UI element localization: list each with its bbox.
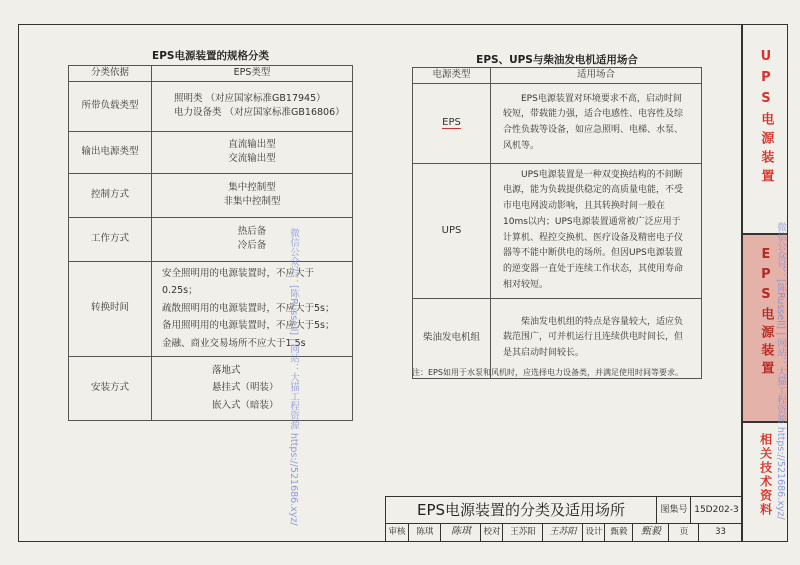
value-line: 备用照明用的电源装置时，不应大于5s； <box>162 320 335 332</box>
watermark-left: 微信公众号：[陈Russell] | 网站：大猫工程资源 https://521686.xyz/ <box>288 228 299 526</box>
atlas-label: 图集号 <box>656 497 691 523</box>
value-line: 疏散照明用的电源装置时，不应大于5s； <box>162 302 335 314</box>
table-row <box>413 163 702 298</box>
drawing-title: EPS电源装置的分类及适用场所 <box>416 501 626 519</box>
table-row <box>69 217 353 261</box>
row-value: 柴油发电机组的特点是容量较大，适应负载范围广，可并机运行且连续供电时间长，但是其启动时间较长。 <box>491 298 702 378</box>
value-line: 集中控制型 <box>228 181 276 193</box>
checker-signature: 王苏阳 <box>542 523 583 541</box>
column-header-basis: 分类依据 <box>69 66 152 82</box>
check-label: 校对 <box>480 523 503 541</box>
page-label: 页 <box>668 523 699 541</box>
sidebar-ups-text: UPS电源装置 <box>758 49 774 188</box>
value-line: 金融、商业交易场所不应大于1.5s <box>162 337 306 349</box>
row-value: EPS电源装置对环境要求不高，启动时间较短，带载能力强，适合电感性、电容性及综合性负载等设备，如应急照明、电梯、水泵、风机等。 <box>491 83 702 163</box>
reviewer-name: 陈琪 <box>408 523 441 541</box>
column-header-power-type: 电源类型 <box>413 68 491 84</box>
row-key <box>413 83 491 163</box>
applicable-scenarios-table <box>412 67 702 379</box>
table-row <box>413 83 702 163</box>
sidebar-eps-text: EPS电源装置 <box>758 247 774 379</box>
row-key: 柴油发电机组 <box>413 298 491 378</box>
column-header-type: EPS类型 <box>152 66 353 82</box>
table-header-row <box>69 66 353 82</box>
row-value <box>152 131 353 173</box>
row-key: 安装方式 <box>69 356 152 420</box>
table-row <box>69 173 353 217</box>
row-key: 控制方式 <box>69 173 152 217</box>
value-line: 直流输出型 <box>228 138 276 150</box>
page-number: 33 <box>698 523 742 541</box>
row-value <box>152 173 353 217</box>
table-note: 注：EPS如用于水泵和风机时，应选择电力设备类，并满足使用时间等要求。 <box>412 368 683 377</box>
row-key: 工作方式 <box>69 217 152 261</box>
row-value <box>152 81 353 131</box>
designer-signature: 甄毅 <box>632 523 669 541</box>
title-block-row1 <box>386 497 742 524</box>
review-label: 审核 <box>388 527 406 537</box>
row-value <box>152 356 353 420</box>
column-header-scenario: 适用场合 <box>491 68 702 84</box>
value-line: 安全照明用的电源装置时，不应大于0.25s； <box>162 267 315 297</box>
title-block-row2 <box>386 523 742 541</box>
value-line: 悬挂式（明装） <box>212 382 279 394</box>
value-line: 冷后备 <box>237 240 267 252</box>
row-key: 输出电源类型 <box>69 131 152 173</box>
sidebar-tab-ups-label <box>743 49 787 196</box>
row-key: 所带负载类型 <box>69 81 152 131</box>
right-table-title: EPS、UPS与柴油发电机适用场合 <box>476 54 638 66</box>
value-line: 非集中控制型 <box>223 196 281 208</box>
eps-label: EPS <box>442 117 461 129</box>
row-key: 转换时间 <box>69 261 152 356</box>
sidebar-ref-text: 相关技术资料 <box>758 433 773 517</box>
value-line: 照明类 （对应国家标准GB17945） <box>174 92 326 104</box>
row-value: UPS电源装置是一种双变换结构的不间断电源，能为负载提供稳定的高质量电能，不受市电电网波动影响，且其转换时间一般在10ms以内；UPS电源装置通常被广泛应用于计算机、程控交换机、医疗设备及精密电子仪器等不能中断供电的场所。但因UPS电源装置的逆变器一直处于连续工作状态，其使用寿命相对较短。 <box>491 163 702 298</box>
value-line: 电力设备类 （对应国家标准GB16806） <box>174 107 345 119</box>
left-table-title: EPS电源装置的规格分类 <box>152 50 269 62</box>
atlas-number: 15D202-3 <box>690 497 742 523</box>
row-value <box>152 261 353 356</box>
table-row <box>69 356 353 420</box>
row-value <box>152 217 353 261</box>
row-key: UPS <box>413 163 491 298</box>
table-row <box>69 81 353 131</box>
value-line: 交流输出型 <box>228 153 276 165</box>
sidebar-tab-ups[interactable] <box>742 24 788 234</box>
drawing-title-block <box>385 496 742 542</box>
value-line: 热后备 <box>237 225 267 237</box>
table-row <box>69 131 353 173</box>
reviewer-signature: 陈琪 <box>440 523 481 541</box>
spec-classification-table <box>68 65 353 421</box>
table-header-row <box>413 68 702 84</box>
watermark-right: 微信公众号：[陈Russell] | 网站：大猫工程资源 https://521686.xyz/ <box>775 222 786 520</box>
value-line: 落地式 <box>212 365 241 377</box>
designer-name: 甄毅 <box>604 523 633 541</box>
value-line: 嵌入式（暗装） <box>212 399 279 411</box>
checker-name: 王苏阳 <box>502 523 543 541</box>
table-row <box>69 261 353 356</box>
design-label: 设计 <box>582 523 605 541</box>
